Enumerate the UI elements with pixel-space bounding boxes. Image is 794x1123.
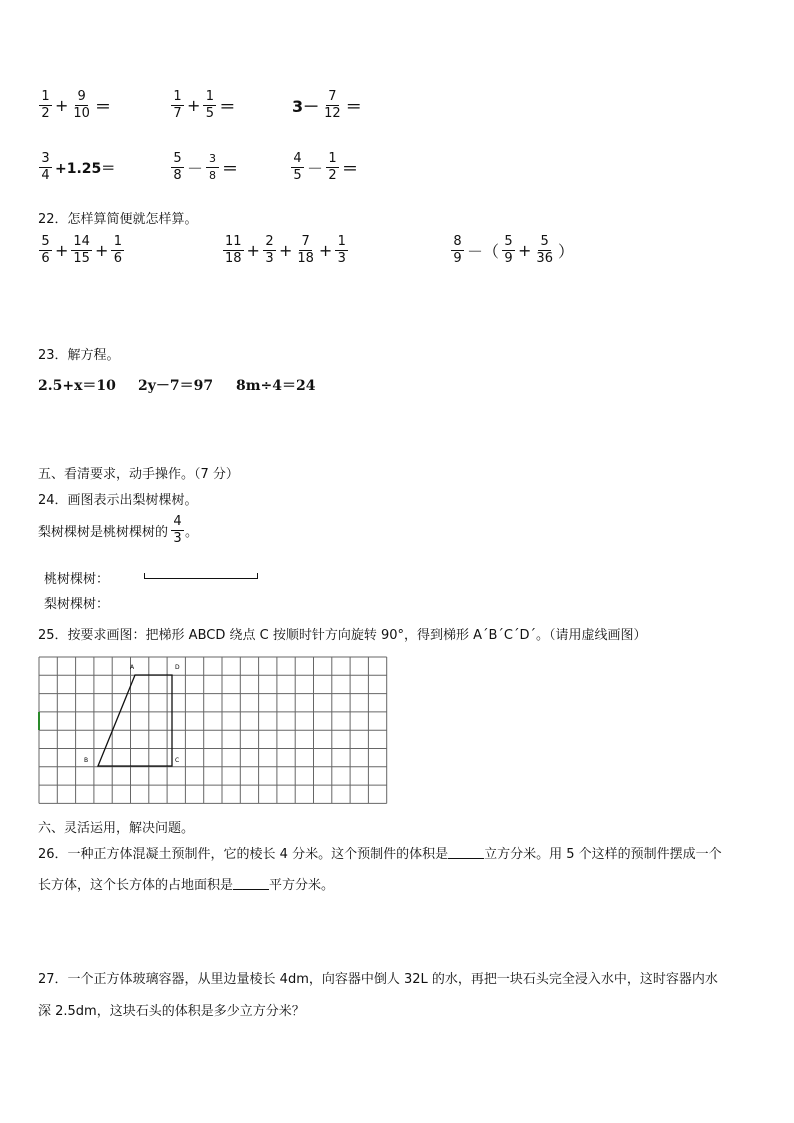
calc-1-1: $\frac{1}{2}$ + $\frac{9}{10}$ ＝ <box>38 89 113 122</box>
calc-22-3: $\frac{8}{9}$ －（ $\frac{5}{9}$ + $\frac{5}{36}$ ） <box>450 234 576 267</box>
section-5-title: 五、看清要求，动手操作。（7 分） <box>38 467 239 482</box>
calc-2-2: $\frac{5}{8}$ － $\frac{3}{8}$ ＝ <box>170 151 240 184</box>
pear-label: 梨树棵树： <box>44 597 110 612</box>
fraction: $\frac{9}{10}$ <box>73 89 90 121</box>
trapezoid-abcd <box>98 675 172 766</box>
label-a: A <box>130 664 135 671</box>
question-27-line2: 深 2.5dm，这块石头的体积是多少立方分米？ <box>38 1004 305 1019</box>
calc-2-3: $\frac{4}{5}$ － $\frac{1}{2}$ ＝ <box>290 151 360 184</box>
question-26-line2: 长方体，这个长方体的占地面积是 平方分米。 <box>38 878 335 893</box>
fraction: $\frac{1}{2}$ <box>39 89 52 122</box>
question-27-line1: 27．一个正方体玻璃容器，从里边量棱长 4dm，向容器中倒人 32L 的水，再把一块石头完全浸入水中，这时容器内水 <box>38 972 718 987</box>
calc-22-1: $\frac{5}{6}$ + $\frac{14}{15}$ + $\frac{1}{6}$ <box>38 234 125 267</box>
peach-label: 桃树棵树： <box>44 572 110 587</box>
peach-segment <box>144 573 258 579</box>
calc-22-2: $\frac{11}{18}$ + $\frac{2}{3}$ + $\frac{7}{18}$ + $\frac{1}{3}$ <box>222 234 349 267</box>
question-22-title: 22．怎样算简便就怎样算。 <box>38 212 198 227</box>
calc-1-2: $\frac{1}{7}$ + $\frac{1}{5}$ ＝ <box>170 89 237 122</box>
equation-1: 2.5+x＝10 <box>38 378 116 394</box>
question-23-title: 23．解方程。 <box>38 348 120 363</box>
label-d: D <box>175 664 180 671</box>
grid-figure <box>38 656 400 804</box>
question-25-title: 25．按要求画图：把梯形 ABCD 绕点 C 按顺时针方向旋转 90°，得到梯形 A´B´C´D´。（请用虚线画图） <box>38 628 647 643</box>
question-26-line1: 26．一种正方体混凝土预制件，它的棱长 4 分米。这个预制件的体积是 立方分米。用 5 个这样的预制件摆成一个 <box>38 847 722 862</box>
label-c: C <box>175 757 180 764</box>
section-6-title: 六、灵活运用，解决问题。 <box>38 821 195 836</box>
answer-blank-area[interactable] <box>233 877 269 890</box>
calc-1-3: 3－ $\frac{7}{12}$ ＝ <box>292 89 362 121</box>
calc-2-1: $\frac{3}{4}$ +1.25＝ <box>38 151 117 184</box>
label-b: B <box>84 757 89 764</box>
question-24-stem: 梨树棵树是桃树棵树的 $\frac{4}{3}$ 。 <box>38 514 199 546</box>
equation-3: 8m÷4＝24 <box>236 378 316 394</box>
equation-2: 2y－7＝97 <box>138 378 214 394</box>
question-24-title: 24．画图表示出梨树棵树。 <box>38 493 198 508</box>
answer-blank-volume[interactable] <box>448 846 484 859</box>
